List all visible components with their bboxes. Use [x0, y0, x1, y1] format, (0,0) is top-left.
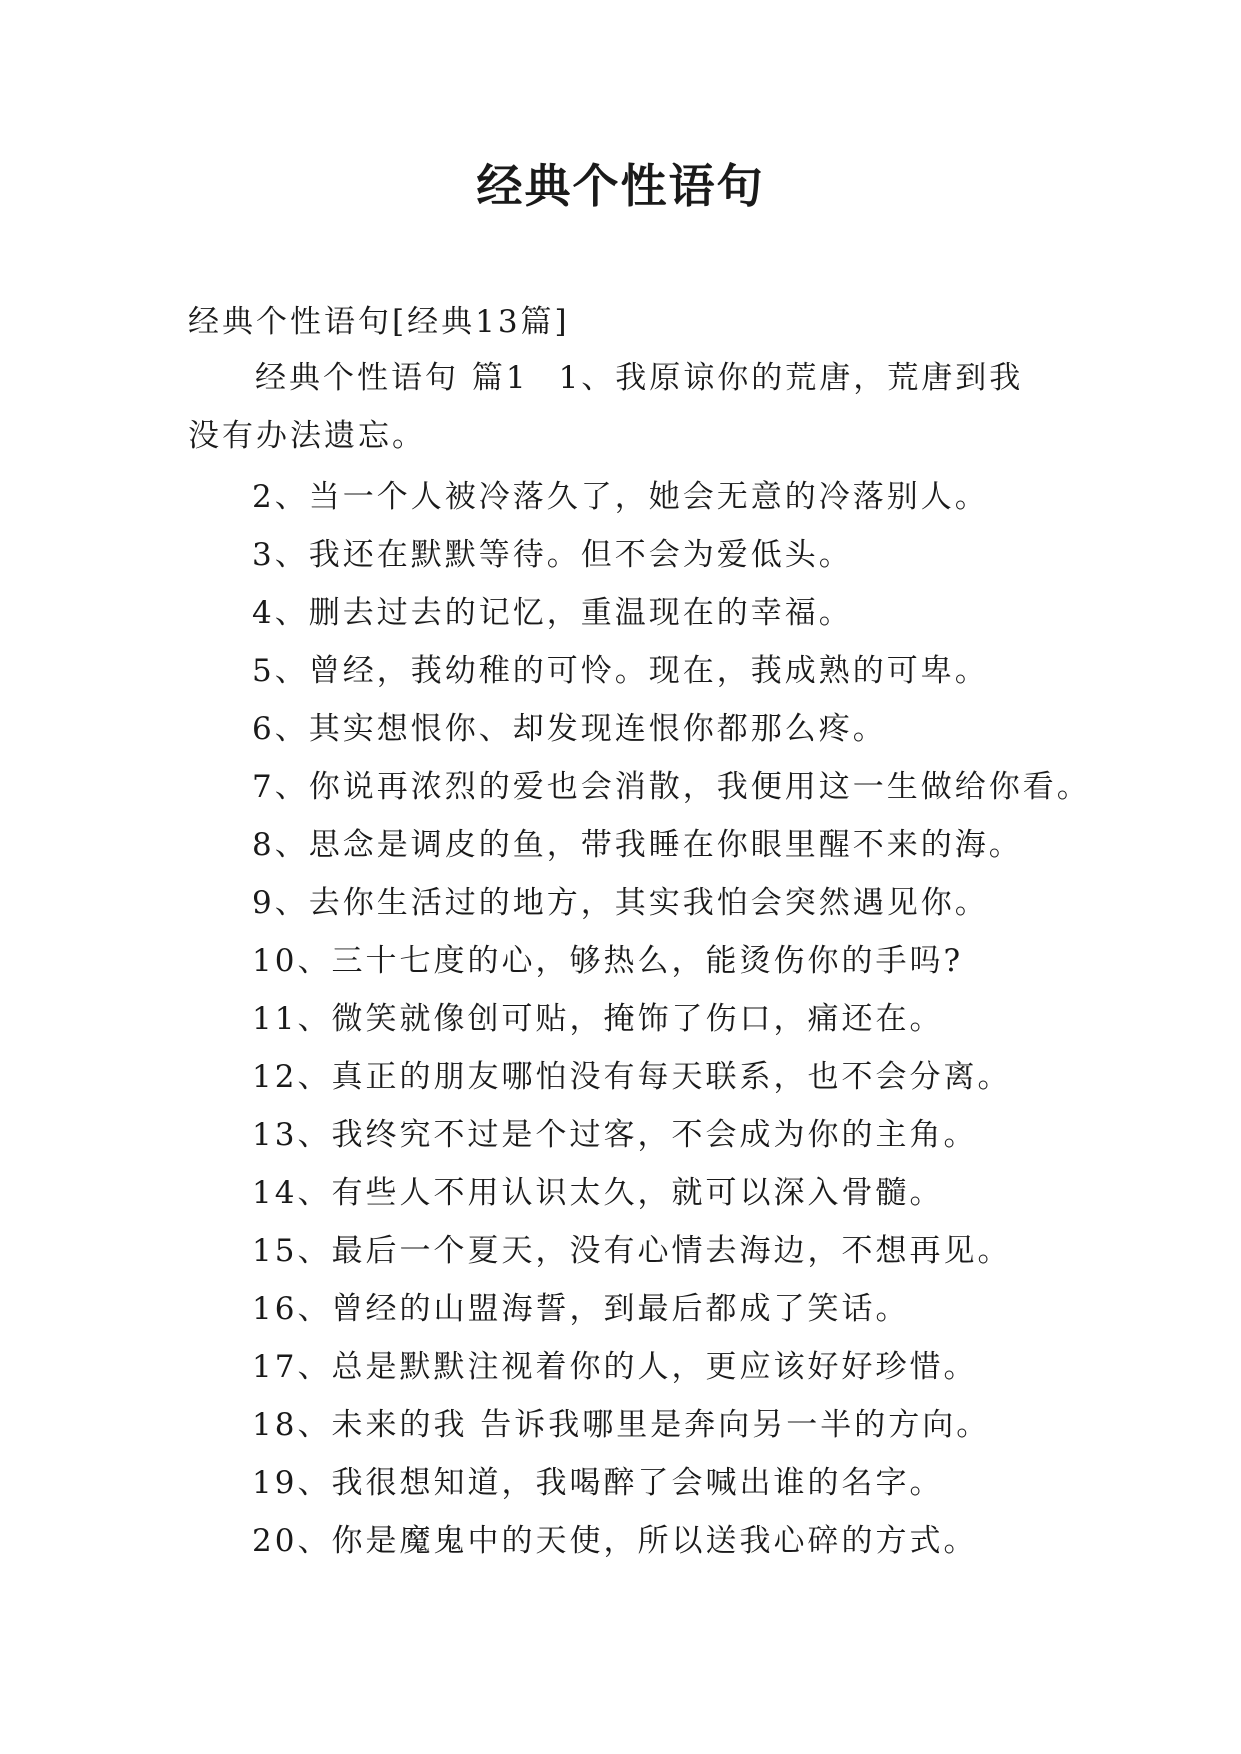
list-item: 20、你是魔鬼中的天使，所以送我心碎的方式。: [252, 1523, 978, 1559]
list-item: 10、三十七度的心，够热么，能烫伤你的手吗?: [252, 943, 964, 979]
list-item: 2、当一个人被冷落久了，她会无意的冷落别人。: [252, 479, 989, 515]
list-item: 16、曾经的山盟海誓，到最后都成了笑话。: [252, 1291, 910, 1327]
document-title: 经典个性语句: [476, 159, 765, 213]
list-item: 14、有些人不用认识太久，就可以深入骨髓。: [252, 1175, 944, 1211]
list-item: 17、总是默默注视着你的人，更应该好好珍惜。: [252, 1349, 978, 1385]
list-item: 3、我还在默默等待。但不会为爱低头。: [252, 537, 853, 573]
list-item: 5、曾经，莪幼稚的可怜。现在，莪成熟的可卑。: [252, 653, 989, 689]
list-item: 8、思念是调皮的鱼，带我睡在你眼里醒不来的海。: [252, 827, 1023, 863]
list-item: 12、真正的朋友哪怕没有每天联系，也不会分离。: [252, 1059, 1012, 1095]
list-item: 4、删去过去的记忆，重温现在的幸福。: [252, 595, 853, 631]
quote-list: [252, 468, 1091, 1570]
document-subtitle: 经典个性语句[经典13篇]: [188, 304, 570, 340]
list-item: 7、你说再浓烈的爱也会消散，我便用这一生做给你看。: [252, 769, 1091, 805]
first-item-start: 1、我原谅你的荒唐，荒唐到我: [558, 360, 1024, 396]
list-item: 13、我终究不过是个过客，不会成为你的主角。: [252, 1117, 978, 1153]
list-item: 9、去你生活过的地方，其实我怕会突然遇见你。: [252, 885, 989, 921]
list-item: 15、最后一个夏天，没有心情去海边，不想再见。: [252, 1233, 1012, 1269]
intro-paragraph: [255, 352, 1023, 397]
list-item: 18、未来的我 告诉我哪里是奔向另一半的方向。: [252, 1407, 991, 1443]
list-item: 11、微笑就像创可贴，掩饰了伤口，痛还在。: [252, 1001, 944, 1037]
section-heading: 经典个性语句 篇1: [255, 360, 529, 396]
list-item: 6、其实想恨你、却发现连恨你都那么疼。: [252, 711, 887, 747]
list-item: 19、我很想知道，我喝醉了会喊出谁的名字。: [252, 1465, 944, 1501]
first-item-continuation: 没有办法遗忘。: [188, 418, 426, 454]
